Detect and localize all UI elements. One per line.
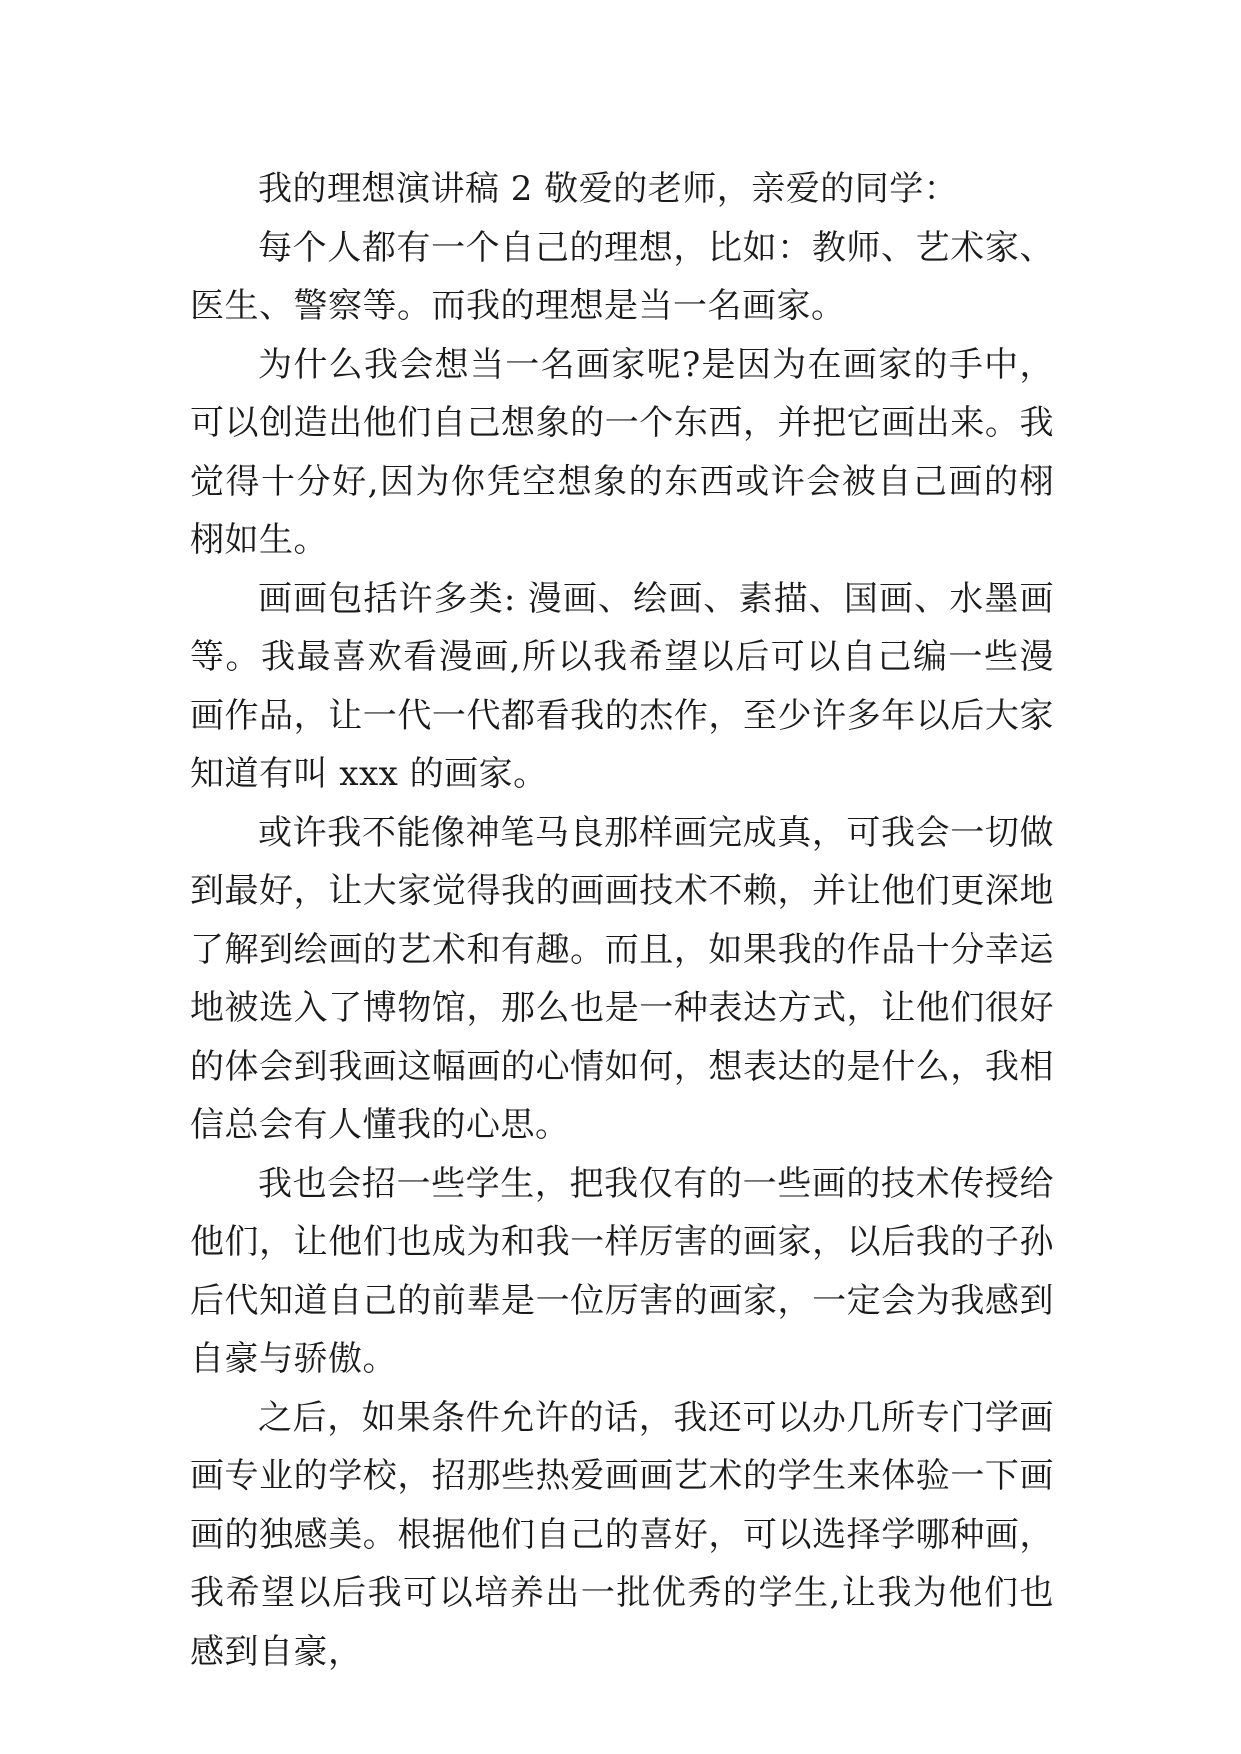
paragraph-why-painter: 为什么我会想当一名画家呢?是因为在画家的手中，可以创造出他们自己想象的一个东西，并把它画出来。我觉得十分好,因为你凭空想象的东西或许会被自己画的栩栩如生。 (190, 344, 1054, 560)
paragraph-painting-types: 画画包括许多类: 漫画、绘画、素描、国画、水墨画等。我最喜欢看漫画,所以我希望以后可以自己编一些漫画作品，让一代一代都看我的杰作，至少许多年以后大家知道有叫 xxx 的画家。 (190, 578, 1054, 794)
paragraph-ideals-intro: 每个人都有一个自己的理想，比如：教师、艺术家、医生、警察等。而我的理想是当一名画家。 (190, 227, 1054, 326)
paragraph-best-effort: 或许我不能像神笔马良那样画完成真，可我会一切做到最好，让大家觉得我的画画技术不赖，并让他们更深地了解到绘画的艺术和有趣。而且，如果我的作品十分幸运地被选入了博物馆，那么也是一种表达方式，让他们很好的体会到我画这幅画的心情如何，想表达的是什么，我相信总会有人懂我的心思。 (190, 812, 1054, 1145)
paragraph-teach-students: 我也会招一些学生，把我仅有的一些画的技术传授给他们，让他们也成为和我一样厉害的画家，以后我的子孙后代知道自己的前辈是一位厉害的画家，一定会为我感到自豪与骄傲。 (190, 1163, 1054, 1379)
document-body (190, 160, 1054, 1681)
paragraph-title-greeting: 我的理想演讲稿 2 敬爱的老师，亲爱的同学： (258, 169, 959, 209)
paragraph-open-schools: 之后，如果条件允许的话，我还可以办几所专门学画画专业的学校，招那些热爱画画艺术的学生来体验一下画画的独感美。根据他们自己的喜好，可以选择学哪种画，我希望以后我可以培养出一批优秀的学生,让我为他们也感到自豪， (190, 1397, 1054, 1672)
